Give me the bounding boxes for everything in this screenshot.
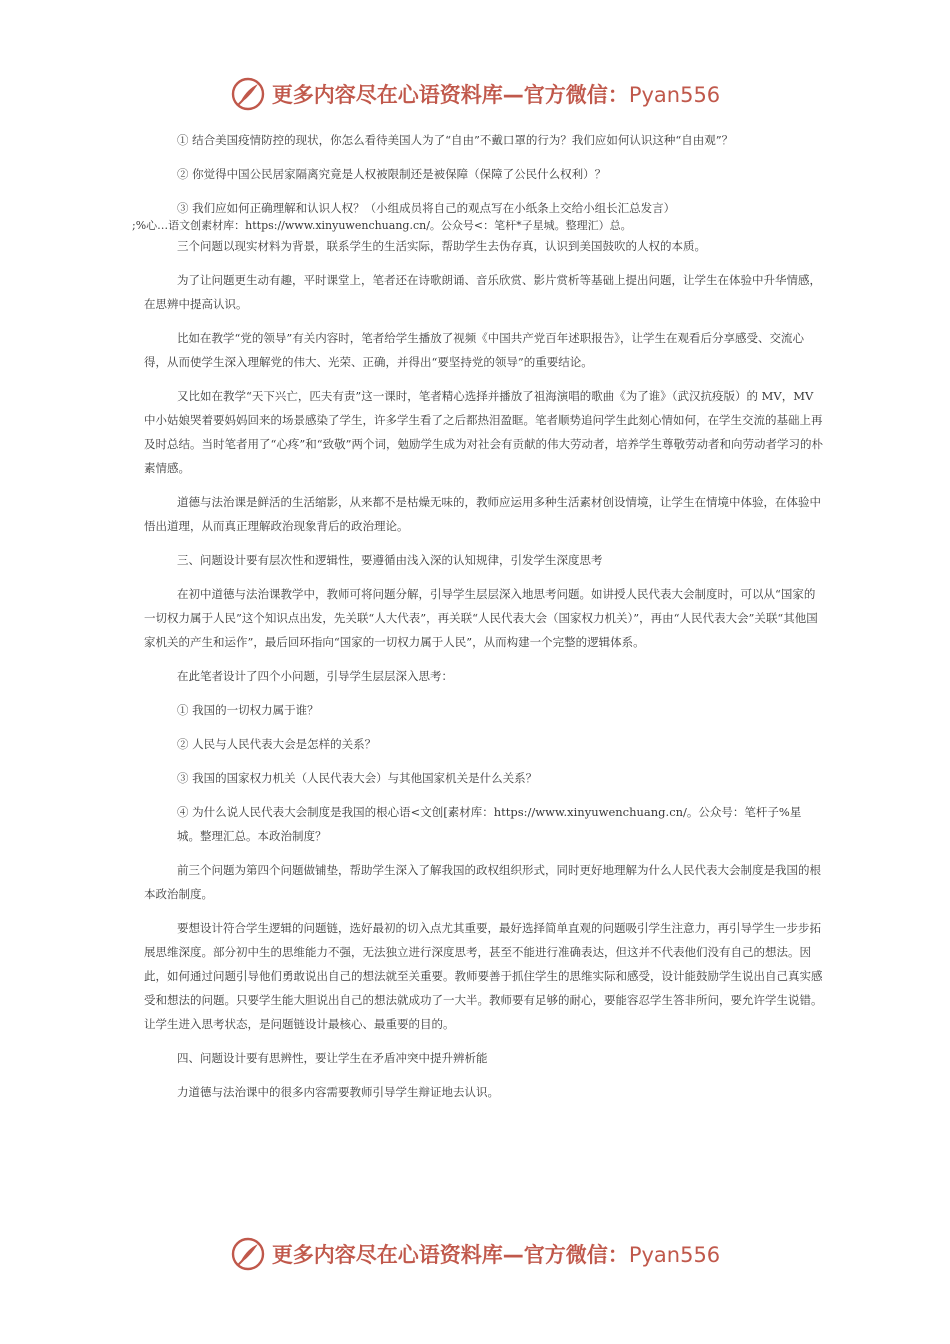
watermark-line: ;%心…语文创素材库：https://www.xinyuwenchuang.cn/。公众号<：笔杆*子星城。整理汇）总。 (132, 219, 632, 232)
pen-feather-logo-icon (230, 1236, 266, 1272)
section-heading-4: 四、问题设计要有思辨性，要让学生在矛盾冲突中提升辨析能 (177, 1051, 488, 1065)
wechat-id: Pyan556 (628, 1243, 721, 1267)
sub-question-2: ② 人民与人民代表大会是怎样的关系？ (177, 737, 377, 751)
paragraph: 道德与法治课是鲜活的生活缩影，从来都不是枯燥无味的，教师应运用多种生活素材创设情境，让学生在情境中体验，在体验中悟出道理，从而真正理解政治现象背后的政治理论。 (144, 495, 821, 533)
document-body (132, 128, 824, 1104)
paragraph: 比如在教学“党的领导”有关内容时，笔者给学生播放了视频《中国共产党百年述职报告》，让学生在观看后分享感受、交流心得，从而使学生深入理解党的伟大、光荣、正确，并得出“要坚持党的领导”的重要结论。 (144, 331, 805, 369)
sub-question-1: ① 我国的一切权力属于谁？ (177, 703, 319, 717)
paragraph: 为了让问题更生动有趣，平时课堂上，笔者还在诗歌朗诵、音乐欣赏、影片赏析等基础上提出问题，让学生在体验中升华情感，在思辨中提高认识。 (144, 273, 821, 311)
question-3: ③ 我们应如何正确理解和认识人权？（小组成员将自己的观点写在小纸条上交给小组长汇总发言） (177, 201, 676, 215)
paragraph: 力道德与法治课中的很多内容需要教师引导学生辩证地去认识。 (177, 1085, 499, 1099)
sub-question-4: ④ 为什么说人民代表大会制度是我国的根心语<文创[素材库：https://www.xinyuwenchuang.cn/。公众号：笔杆子%星城。整理汇总。本政治制度？ (177, 805, 802, 843)
banner-text: 更多内容尽在心语资料库—官方微信：Pyan556 (271, 83, 721, 107)
paragraph: 又比如在教学“天下兴亡，匹夫有责”这一课时，笔者精心选择并播放了祖海演唱的歌曲《为了谁》（武汉抗疫版）的 MV，MV 中小姑娘哭着要妈妈回来的场景感染了学生，许多学生看了之后都热泪盈眶。笔者顺势追问学生此刻心情如何，在学生交流的基础上再及时总结。当时笔者用了“心疼”和“致敬”两个词，勉励学生成为对社会有贡献的伟大劳动者，培养学生尊敬劳动者和向劳动者学习的朴素情感。 (144, 389, 824, 475)
paragraph: 要想设计符合学生逻辑的问题链，选好最初的切入点尤其重要，最好选择简单直观的问题吸引学生注意力，再引导学生一步步拓展思维深度。部分初中生的思维能力不强，无法独立进行深度思考，甚至不能进行准确表达，但这并不代表他们没有自己的想法。因此，如何通过问题引导他们勇敢说出自己的想法就至关重要。教师要善于抓住学生的思维实际和感受，设计能鼓励学生说出自己真实感受和想法的问题。只要学生能大胆说出自己的想法就成功了一大半。教师要有足够的耐心，要能容忍学生答非所问，要允许学生说错。让学生进入思考状态，是问题链设计最核心、最重要的目的。 (144, 921, 823, 1031)
section-heading-3: 三、问题设计要有层次性和逻辑性，要遵循由浅入深的认知规律，引发学生深度思考 (177, 553, 603, 567)
wechat-id: Pyan556 (628, 83, 721, 107)
paragraph: 在初中道德与法治课教学中，教师可将问题分解，引导学生层层深入地思考问题。如讲授人民代表大会制度时，可以从“国家的一切权力属于人民”这个知识点出发，先关联“人大代表”，再关联“人民代表大会（国家权力机关）”，再由“人民代表大会”关联“其他国家机关的产生和运作”，最后回环指向“国家的一切权力属于人民”，从而构建一个完整的逻辑体系。 (144, 587, 818, 649)
paragraph: 三个问题以现实材料为背景，联系学生的生活实际，帮助学生去伪存真，认识到美国鼓吹的人权的本质。 (177, 239, 706, 253)
question-2: ② 你觉得中国公民居家隔离究竟是人权被限制还是被保障（保障了公民什么权利）？ (177, 167, 607, 181)
banner-text: 更多内容尽在心语资料库—官方微信：Pyan556 (271, 1243, 721, 1267)
question-1: ① 结合美国疫情防控的现状，你怎么看待美国人为了“自由”不戴口罩的行为？我们应如何认识这种“自由观”？ (177, 133, 734, 147)
header-banner (0, 72, 950, 116)
pen-feather-logo-icon (230, 76, 266, 112)
paragraph: 前三个问题为第四个问题做铺垫，帮助学生深入了解我国的政权组织形式，同时更好地理解为什么人民代表大会制度是我国的根本政治制度。 (144, 863, 821, 901)
footer-banner (0, 1232, 950, 1276)
sub-question-3: ③ 我国的国家权力机关（人民代表大会）与其他国家机关是什么关系？ (177, 771, 538, 785)
paragraph: 在此笔者设计了四个小问题，引导学生层层深入思考： (177, 669, 453, 683)
